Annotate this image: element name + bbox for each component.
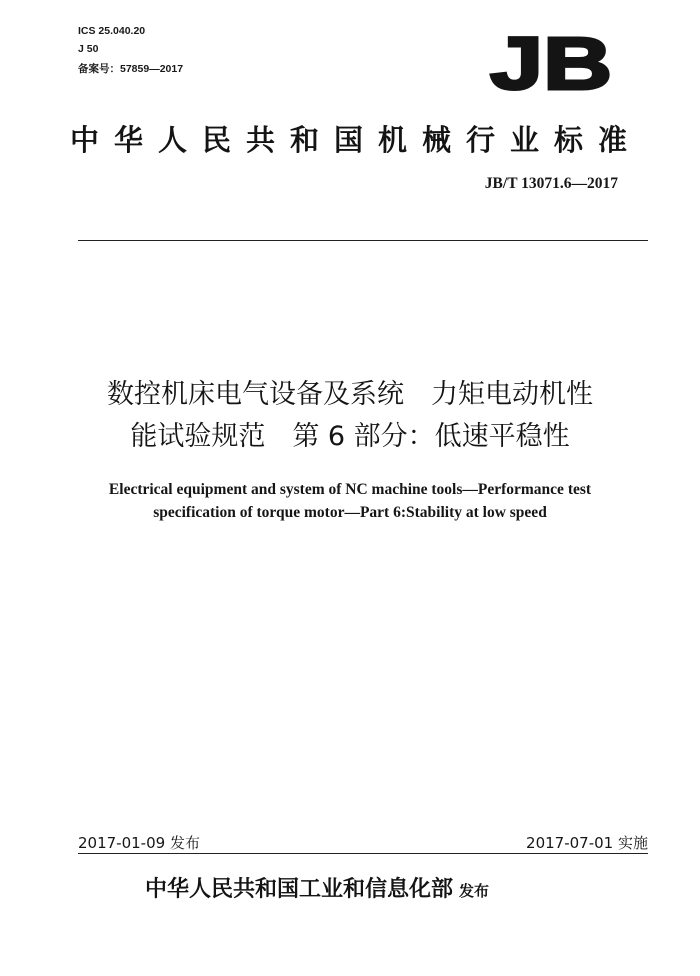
ics-code: ICS 25.040.20 (78, 25, 146, 37)
jb-logo (488, 32, 614, 92)
bottom-divider (78, 853, 648, 854)
issue-date: 2017-01-09 发布 (78, 834, 200, 852)
standard-number: JB/T 13071.6—2017 (484, 175, 618, 192)
publisher-name: 中华人民共和国工业和信息化部 (145, 877, 454, 902)
chinese-title-line-1: 数控机床电气设备及系统 力矩电动机性 (107, 379, 593, 410)
classification-code: J 50 (78, 43, 99, 55)
filing-number: 备案号：57859—2017 (78, 63, 184, 75)
chinese-title-line-2: 能试验规范 第 6 部分：低速平稳性 (130, 421, 570, 452)
publisher (145, 872, 489, 903)
implementation-date: 2017-07-01 实施 (526, 834, 648, 852)
english-title-line-2: specification of torque motor—Part 6:Stability at low speed (153, 504, 547, 521)
publisher-tag: 发布 (459, 882, 490, 900)
jb-logo-text: JB (490, 32, 612, 92)
top-divider (78, 240, 648, 241)
organization-title: 中华人民共和国机械行业标准 (70, 123, 643, 157)
english-title-line-1: Electrical equipment and system of NC machine tools—Performance test (108, 481, 592, 498)
